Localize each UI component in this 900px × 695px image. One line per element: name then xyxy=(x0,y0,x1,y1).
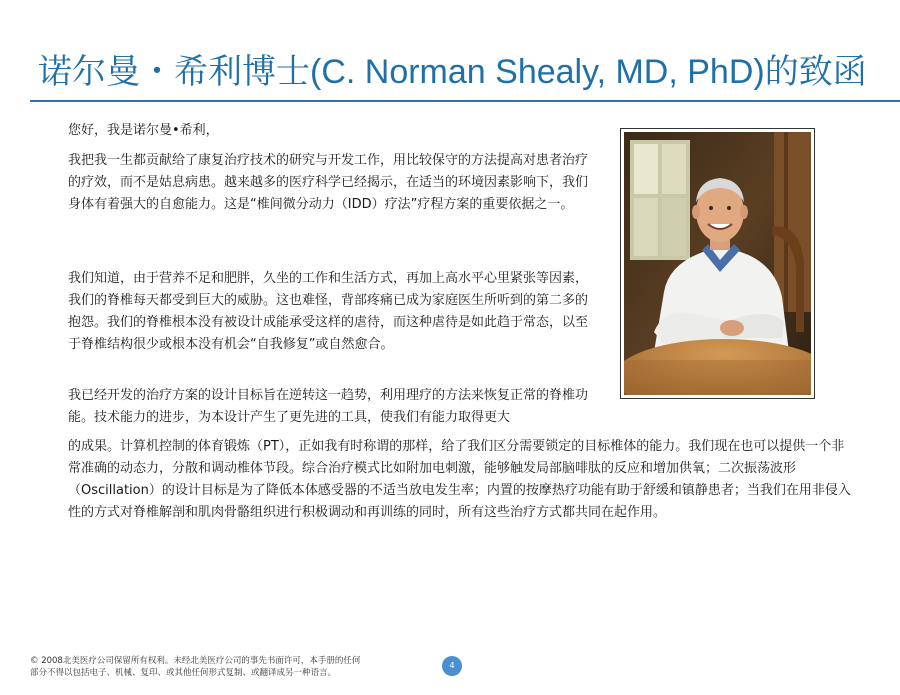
body-paragraph-3-bottom: 的成果。计算机控制的体育锻炼（PT），正如我有时称谓的那样，给了我们区分需要锁定的目标椎体的能力。我们现在也可以提供一个非常准确的动态力，分散和调动椎体节段。综合治疗模式比如附加电刺激，能够触发局部脑啡肽的反应和增加供氧；二次振荡波形（Oscillation）的设计目标是为了降低本体感受器的不适当放电发生率；内置的按摩热疗功能有助于舒缓和镇静患者；当我们在用非侵入性的方式对脊椎解剖和肌肉骨骼组织进行积极调动和再训练的同时，所有这些治疗方式都共同在起作用。 xyxy=(68,439,851,520)
page-number-badge: 4 xyxy=(442,656,462,676)
title-divider xyxy=(30,100,900,102)
body-paragraph-1: 我把我一生都贡献给了康复治疗技术的研究与开发工作，用比较保守的方法提高对患者治疗的疗效，而不是姑息病患。越来越多的医疗科学已经揭示，在适当的环境因素影响下，我们身体有着强大的自愈能力。这是“椎间微分动力（IDD）疗法”疗程方案的重要依据之一。 xyxy=(68,153,589,212)
copyright-notice xyxy=(30,655,430,679)
greeting-paragraph: 您好，我是诺尔曼•希利， xyxy=(68,123,219,138)
page-title: 诺尔曼・希利博士(C. Norman Shealy, MD, PhD)的致函 xyxy=(38,53,867,91)
body-paragraph-3-top: 我已经开发的治疗方案的设计目标旨在逆转这一趋势，利用理疗的方法来恢复正常的脊椎功能。技术能力的进步，为本设计产生了更先进的工具，使我们有能力取得更大 xyxy=(68,388,589,425)
copyright-line-1: © 2008北美医疗公司保留所有权利。未经北美医疗公司的事先书面许可，本手册的任何 xyxy=(30,656,361,666)
body-paragraph-2: 我们知道，由于营养不足和肥胖，久坐的工作和生活方式，再加上高水平心里紧张等因素，我们的脊椎每天都受到巨大的威胁。这也难怪，背部疼痛已成为家庭医生所听到的第二多的抱怨。我们的脊椎根本没有被设计成能承受这样的虐待，而这种虐待是如此趋于常态，以至于脊椎结构很少或根本没有机会“自我修复”或自然愈合。 xyxy=(68,271,589,352)
copyright-line-2: 部分不得以包括电子、机械、复印、或其他任何形式复制、或翻译成另一种语言。 xyxy=(30,668,337,678)
portrait-illustration xyxy=(624,132,811,395)
author-portrait-photo xyxy=(620,128,815,399)
